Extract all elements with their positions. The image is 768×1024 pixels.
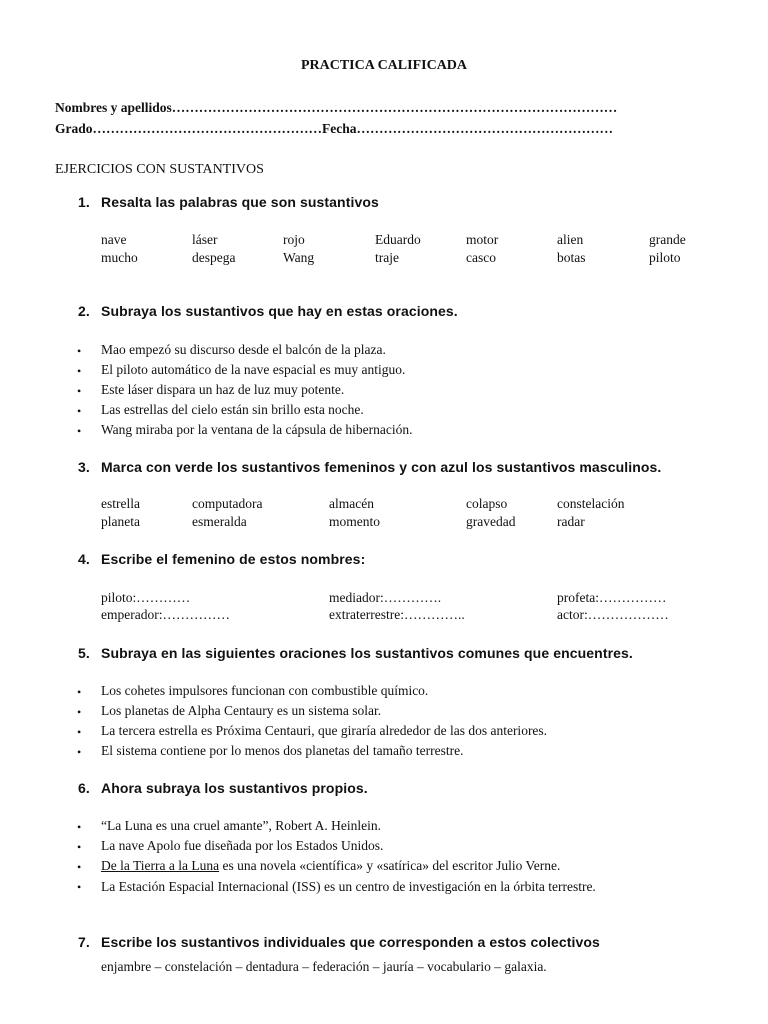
list-item: La nave Apolo fue diseñada por los Estados Unidos. [101, 838, 384, 853]
answer-blank: mediador:…………. [329, 590, 442, 605]
collective-nouns-line: enjambre – constelación – dentadura – federación – jauría – vocabulario – galaxia. [101, 959, 547, 974]
answer-blank: piloto:………… [101, 590, 191, 605]
word: motor [466, 232, 499, 247]
page-title: PRACTICA CALIFICADA [300, 58, 468, 73]
list-item: El piloto automático de la nave espacial es muy antiguo. [101, 362, 406, 377]
grade-field: Grado…………………………………………… [55, 121, 323, 136]
bullet [77, 685, 81, 700]
exercise-number: 5. [78, 645, 90, 661]
word: planeta [101, 514, 140, 529]
answer-blank: extraterrestre:………….. [329, 607, 465, 622]
answer-blank: actor:……………… [557, 607, 669, 622]
word: computadora [192, 496, 263, 511]
grade-field-line [55, 121, 613, 137]
word: Wang [283, 250, 315, 265]
exercise-5-heading [78, 645, 633, 661]
exercise-number: 4. [78, 551, 90, 567]
word: traje [375, 250, 399, 265]
exercise-text: Escribe los sustantivos individuales que corresponden a estos colectivos [101, 934, 600, 950]
answer-blank: emperador:…………… [101, 607, 230, 622]
word: grande [649, 232, 686, 247]
list-item: Los cohetes impulsores funcionan con combustible químico. [101, 683, 429, 698]
name-field-line: Nombres y apellidos……………………………………………………………………………………… [55, 100, 618, 115]
bullet [77, 745, 81, 760]
word: nave [101, 232, 127, 247]
word: alien [557, 232, 584, 247]
exercise-text: Marca con verde los sustantivos femeninos y con azul los sustantivos masculinos. [101, 459, 662, 475]
list-item: Este láser dispara un haz de luz muy potente. [101, 382, 345, 397]
word: almacén [329, 496, 374, 511]
bullet [77, 820, 81, 835]
exercise-number: 7. [78, 934, 90, 950]
exercise-text: Subraya en las siguientes oraciones los sustantivos comunes que encuentres. [101, 645, 633, 661]
exercise-number: 3. [78, 459, 90, 475]
exercise-7-heading [78, 934, 600, 950]
list-item: Las estrellas del cielo están sin brillo esta noche. [101, 402, 364, 417]
date-field: Fecha………………………………………………… [322, 121, 614, 136]
bullet [77, 705, 81, 720]
exercise-number: 1. [78, 194, 90, 210]
bullet [77, 364, 81, 379]
list-item: Los planetas de Alpha Centaury es un sistema solar. [101, 703, 382, 718]
word: casco [466, 250, 496, 265]
bullet [77, 725, 81, 740]
exercise-text: Escribe el femenino de estos nombres: [101, 551, 366, 567]
list-item: Mao empezó su discurso desde el balcón de la plaza. [101, 342, 386, 357]
exercise-4-heading [78, 551, 365, 567]
bullet [77, 840, 81, 855]
list-item: “La Luna es una cruel amante”, Robert A. Heinlein. [101, 818, 382, 833]
book-title: De la Tierra a la Luna [101, 858, 220, 873]
word: despega [192, 250, 236, 265]
exercise-text: Resalta las palabras que son sustantivos [101, 194, 379, 210]
section-title: EJERCICIOS CON SUSTANTIVOS [55, 162, 264, 177]
word: estrella [101, 496, 140, 511]
bullet [77, 384, 81, 399]
list-item: La Estación Espacial Internacional (ISS) es un centro de investigación en la órbita terrestre. [101, 879, 596, 894]
word: láser [192, 232, 218, 247]
exercise-text: Subraya los sustantivos que hay en estas oraciones. [101, 303, 458, 319]
word: rojo [283, 232, 305, 247]
word: botas [557, 250, 586, 265]
bullet [77, 860, 81, 875]
bullet [77, 344, 81, 359]
exercise-3-heading [78, 459, 661, 475]
word: colapso [466, 496, 508, 511]
bullet [77, 404, 81, 419]
word: esmeralda [192, 514, 247, 529]
word: piloto [649, 250, 681, 265]
exercise-6-heading [78, 780, 368, 796]
exercise-number: 2. [78, 303, 90, 319]
exercise-2-heading [78, 303, 458, 319]
bullet [77, 424, 81, 439]
word: radar [557, 514, 585, 529]
bullet [77, 880, 81, 895]
list-item: El sistema contiene por lo menos dos planetas del tamaño terrestre. [101, 743, 464, 758]
answer-blank: profeta:…………… [557, 590, 667, 605]
exercise-number: 6. [78, 780, 90, 796]
word: gravedad [466, 514, 516, 529]
list-item: Wang miraba por la ventana de la cápsula de hibernación. [101, 422, 413, 437]
list-item [101, 858, 560, 874]
list-item: La tercera estrella es Próxima Centauri, que giraría alrededor de las dos anteriores. [101, 723, 548, 738]
list-item-text: es una novela «científica» y «satírica» del escritor Julio Verne. [219, 858, 561, 873]
word: momento [329, 514, 380, 529]
exercise-1-heading [78, 194, 379, 210]
word: constelación [557, 496, 625, 511]
word: Eduardo [375, 232, 421, 247]
exercise-text: Ahora subraya los sustantivos propios. [101, 780, 368, 796]
word: mucho [101, 250, 138, 265]
